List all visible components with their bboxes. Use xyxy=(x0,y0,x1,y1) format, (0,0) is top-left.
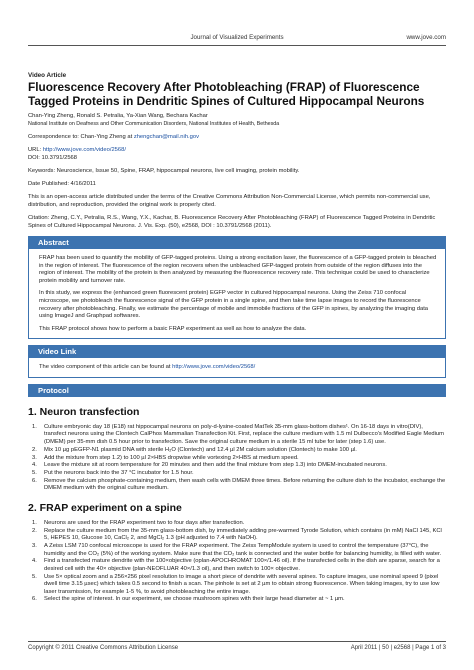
url-label: URL: xyxy=(28,147,43,153)
affiliation: National Institute on Deafness and Other Communication Disorders, National Institutes of Health, Bethesda xyxy=(28,121,280,127)
frap-experiment-steps xyxy=(28,520,446,604)
keywords: Keywords: Neuroscience, Issue 50, Spine, FRAP, hippocampal neurons, live cell imaging, protein mobility. xyxy=(28,168,300,174)
protocol-step: 6. Select the spine of interest. In our experiment, we choose mushroom spines with their large head diameter at ~ 1 µm. xyxy=(32,596,345,603)
protocol-step: 2. Mix 10 µg pEGFP-N1 plasmid DNA with sterile H₂O (Clontech) and 12.4 µl 2M calcium solution (Clontech) to make 100 µl. xyxy=(32,446,357,453)
abstract-heading: Abstract xyxy=(28,236,446,249)
page-footer xyxy=(28,645,446,651)
article-title: Fluorescence Recovery After Photobleaching (FRAP) of Fluorescence Tagged Proteins in Dendritic Spines of Cultured Hippocampal Neurons xyxy=(28,80,425,108)
protocol-step: 3. A Zeiss LSM 710 confocal microscope is used for the FRAP experiment. The Zeiss TempModule system is used to control the temperature (37°C), the humidity and the CO₂ (5%) of the working system. Make sure that the CO₂ tank is connected and the water bottle for balancing humidity, is filled with water. xyxy=(32,543,442,557)
protocol-step: 4. Find a transfected mature dendrite with the 100×objective (oplan-APOCHROMAT 100×/1.46 oil). If the transfected cells in the dish are sparse, search for a desired cell with the 40× objective (plan-NEOFLUAR 40×/1.3 oil), and then switch to 100× objective. xyxy=(32,558,440,572)
authors: Chan-Ying Zheng, Ronald S. Petralia, Ya-Xian Wang, Bechara Kachar xyxy=(28,113,208,119)
website-label: www.jove.com xyxy=(406,34,446,41)
protocol-step: 5. Use 5× optical zoom and a 256×256 pixel resolution to image a short piece of dendrite with several spines. To capture images, use nominal speed 9 (pixel dwell time 3.15 µsec) which takes 0.5 second to finish a scan. The pinhole is set at 2 µm to obtain strong fluorescence. When taking images, try to use low laser transmission, for example 1-5 %, to avoid photobleaching the entire image. xyxy=(32,573,440,595)
abstract-paragraph: This FRAP protocol shows how to perform a basic FRAP experiment as well as how to analyze the data. xyxy=(39,325,307,332)
protocol-heading: Protocol xyxy=(28,384,446,397)
article-url xyxy=(28,146,446,154)
doi: DOI: 10.3791/2568 xyxy=(28,155,77,161)
protocol-step: 1. Culture embryonic day 18 (E18) rat hippocampal neurons on poly-d-lysine-coated MatTek 35-mm glass-bottom dishes¹. On 16-18 days in vitro(DIV), transfect neurons using the Clontech CalPhos Mammalian Transfection Kit. First, replace the culture medium with 1.5 ml Dulbecco's Modified Eagle Medium (DMEM) per 35-mm dish 0.5 hour prior to transfection. Save the original culture medium in a sterile 15 ml tube for later (step 1.6) use. xyxy=(32,423,444,445)
video-link-heading: Video Link xyxy=(28,345,446,358)
video-link-text: The video component of this article can be found at xyxy=(39,364,173,371)
correspondence xyxy=(28,133,446,141)
article-type-label: Video Article xyxy=(28,72,67,79)
citation: Citation: Zheng, C.Y., Petralia, R.S., Wang, Y.X., Kachar, B. Fluorescence Recovery After Photobleaching (FRAP) of Fluorescence Tagged Proteins in Dendritic Spines of Cultured Hippocampal Neurons. J. Vis. Exp. (50), e2568, DOI : 10.3791/2568 (2011). xyxy=(28,215,436,229)
article-url-link[interactable]: http://www.jove.com/video/2568/ xyxy=(42,147,126,153)
section-title-frap-experiment: 2. FRAP experiment on a spine xyxy=(28,501,182,514)
protocol-step: 6. Remove the calcium phosphate-containing medium, then wash cells with DMEM three times. Before returning the culture dish to the incubator, exchange the DMEM medium with the original culture medium. xyxy=(32,477,446,492)
abstract-paragraph: In this study, we express the (enhanced green fluorescent protein) EGFP vector in cultured hippocampal neurons. Using the Zeiss 710 confocal microscope, we photobleach the fluorescence signal of the GFP protein in a single spine, and then take time lapse images to record the fluorescence recovery after photobleaching. Finally, we estimate the percentage of mobile and immobile fractions of the GFP in spines, by analyzing the imaging data using ImageJ and Graphpad softwares. xyxy=(39,290,429,320)
neuron-transfection-steps xyxy=(28,424,446,493)
video-link-box xyxy=(28,358,446,378)
protocol-step: 1. Neurons are used for the FRAP experiment two to four days after transfection. xyxy=(32,519,245,526)
section-title-neuron-transfection: 1. Neuron transfection xyxy=(28,405,140,418)
header-rule xyxy=(28,45,446,46)
abstract-box xyxy=(28,249,446,339)
correspondence-email-link[interactable]: zhengchan@mail.nih.gov xyxy=(133,134,199,140)
protocol-step: 2. Replace the culture medium from the 35-mm glass-bottom dish, by immediately adding pre-warmed Tyrode Solution, which contains (in mM) NaCl 145, KCl 5, HEPES 10, Glucose 10, CaCl₂ 2, and MgCl₂ 1.3 (pH adjusted to 7.4 with NaOH). xyxy=(32,527,442,542)
journal-name: Journal of Visualized Experiments xyxy=(190,34,284,41)
footer-rule xyxy=(28,641,446,642)
copyright: Copyright © 2011 Creative Commons Attribution License xyxy=(28,645,179,651)
protocol-step: 4. Leave the mixture sit at room temperature for 20 minutes and then add the final mixture from step 1.3) into DMEM-incubated neurons. xyxy=(32,462,387,469)
publish-date: Date Published: 4/16/2011 xyxy=(28,181,96,187)
protocol-step: 5. Put the neurons back into the 37 °C incubator for 1.5 hour. xyxy=(32,470,194,477)
protocol-step: 3. Add the mixture from step 1.2) to 100 µl 2×HBS dropwise while vortexing 2×HBS at medium speed. xyxy=(32,454,299,461)
correspondence-label: Correspondence to: Chan-Ying Zheng at xyxy=(28,134,134,140)
page-info: April 2011 | 50 | e2568 | Page 1 of 3 xyxy=(350,645,446,651)
license-notice: This is an open-access article distributed under the terms of the Creative Commons Attribution Non-Commercial License, which permits non-commercial use, distribution, and reproduction, provided the original work is properly cited. xyxy=(28,194,431,208)
video-url-link[interactable]: http://www.jove.com/video/2568/ xyxy=(172,364,256,371)
article-body xyxy=(28,72,446,604)
abstract-paragraph: FRAP has been used to quantify the mobility of GFP-tagged proteins. Using a strong excitation laser, the fluorescence of a GFP-tagged protein is bleached in the region of interest. The fluorescence of the region recovers when the unbleached GFP-tagged protein from outside of the region diffuses into the region of interest. The mobility of the protein is then analyzed by measuring the fluorescence recovery rate. This technique could be used to characterize protein mobility and turnover rate. xyxy=(39,255,437,284)
